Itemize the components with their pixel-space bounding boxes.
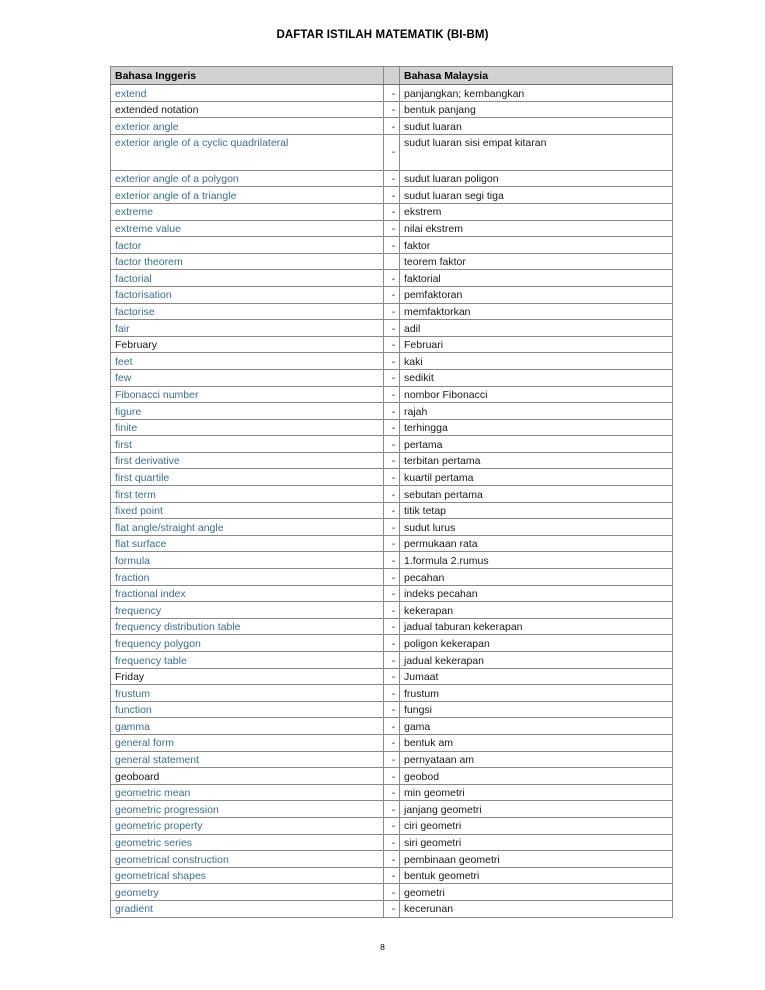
term-english: extreme value bbox=[111, 220, 384, 237]
term-malay: terhingga bbox=[400, 419, 673, 436]
term-malay: titik tetap bbox=[400, 502, 673, 519]
term-english: fraction bbox=[111, 569, 384, 586]
term-english: frequency table bbox=[111, 652, 384, 669]
term-english: fractional index bbox=[111, 585, 384, 602]
table-row bbox=[111, 170, 673, 187]
term-separator: - bbox=[384, 602, 400, 619]
term-malay: kecerunan bbox=[400, 900, 673, 917]
table-row bbox=[111, 569, 673, 586]
table-row bbox=[111, 320, 673, 337]
term-malay: pecahan bbox=[400, 569, 673, 586]
table-row bbox=[111, 353, 673, 370]
term-malay: pembinaan geometri bbox=[400, 851, 673, 868]
term-english: factorial bbox=[111, 270, 384, 287]
term-malay: nombor Fibonacci bbox=[400, 386, 673, 403]
term-english: extreme bbox=[111, 203, 384, 220]
term-separator: - bbox=[384, 851, 400, 868]
table-row bbox=[111, 768, 673, 785]
table-row bbox=[111, 851, 673, 868]
term-separator: - bbox=[384, 486, 400, 503]
term-english: exterior angle of a cyclic quadrilateral bbox=[111, 134, 384, 170]
table-row bbox=[111, 751, 673, 768]
table-row bbox=[111, 452, 673, 469]
table-row bbox=[111, 502, 673, 519]
term-english: geometric series bbox=[111, 834, 384, 851]
term-english: frequency distribution table bbox=[111, 618, 384, 635]
term-separator: - bbox=[384, 237, 400, 254]
table-row bbox=[111, 900, 673, 917]
term-separator: - bbox=[384, 118, 400, 135]
term-english: feet bbox=[111, 353, 384, 370]
table-row bbox=[111, 552, 673, 569]
term-english: exterior angle of a polygon bbox=[111, 170, 384, 187]
term-malay: bentuk panjang bbox=[400, 101, 673, 118]
term-separator: - bbox=[384, 369, 400, 386]
table-row bbox=[111, 118, 673, 135]
table-row bbox=[111, 134, 673, 170]
term-english: few bbox=[111, 369, 384, 386]
page-number: 8 bbox=[380, 942, 385, 952]
term-separator: - bbox=[384, 502, 400, 519]
term-english: first bbox=[111, 436, 384, 453]
term-malay: frustum bbox=[400, 685, 673, 702]
term-separator: - bbox=[384, 419, 400, 436]
term-malay: geometri bbox=[400, 884, 673, 901]
term-malay: siri geometri bbox=[400, 834, 673, 851]
table-row bbox=[111, 220, 673, 237]
term-malay: pemfaktoran bbox=[400, 286, 673, 303]
term-separator: - bbox=[384, 867, 400, 884]
term-english: geometrical construction bbox=[111, 851, 384, 868]
term-separator: - bbox=[384, 552, 400, 569]
term-separator: - bbox=[384, 353, 400, 370]
term-english: frequency polygon bbox=[111, 635, 384, 652]
term-separator: - bbox=[384, 718, 400, 735]
term-separator: - bbox=[384, 403, 400, 420]
table-row bbox=[111, 635, 673, 652]
table-row bbox=[111, 884, 673, 901]
term-malay: fungsi bbox=[400, 701, 673, 718]
term-english: gradient bbox=[111, 900, 384, 917]
term-english: first quartile bbox=[111, 469, 384, 486]
term-separator: - bbox=[384, 535, 400, 552]
table-row bbox=[111, 336, 673, 353]
term-malay: jadual kekerapan bbox=[400, 652, 673, 669]
term-separator: - bbox=[384, 884, 400, 901]
table-row bbox=[111, 602, 673, 619]
table-row bbox=[111, 369, 673, 386]
table-header-row bbox=[111, 67, 673, 85]
term-malay: janjang geometri bbox=[400, 801, 673, 818]
term-english: finite bbox=[111, 419, 384, 436]
term-separator: - bbox=[384, 569, 400, 586]
table-row bbox=[111, 486, 673, 503]
term-separator bbox=[384, 253, 400, 270]
term-english: February bbox=[111, 336, 384, 353]
table-row bbox=[111, 436, 673, 453]
table-row bbox=[111, 618, 673, 635]
term-english: factorise bbox=[111, 303, 384, 320]
term-english: formula bbox=[111, 552, 384, 569]
table-header bbox=[111, 67, 673, 85]
term-separator: - bbox=[384, 784, 400, 801]
term-malay: sudut luaran segi tiga bbox=[400, 187, 673, 204]
column-header-separator bbox=[384, 67, 400, 85]
term-malay: adil bbox=[400, 320, 673, 337]
table-row bbox=[111, 519, 673, 536]
term-english: Friday bbox=[111, 668, 384, 685]
table-row bbox=[111, 585, 673, 602]
term-separator: - bbox=[384, 336, 400, 353]
term-separator: - bbox=[384, 187, 400, 204]
term-separator: - bbox=[384, 170, 400, 187]
term-english: general statement bbox=[111, 751, 384, 768]
term-malay: poligon kekerapan bbox=[400, 635, 673, 652]
term-english: first term bbox=[111, 486, 384, 503]
term-malay: geobod bbox=[400, 768, 673, 785]
term-malay: permukaan rata bbox=[400, 535, 673, 552]
term-separator: - bbox=[384, 585, 400, 602]
term-separator: - bbox=[384, 436, 400, 453]
term-english: Fibonacci number bbox=[111, 386, 384, 403]
term-english: geometrical shapes bbox=[111, 867, 384, 884]
table-row bbox=[111, 784, 673, 801]
table-row bbox=[111, 701, 673, 718]
term-malay: Jumaat bbox=[400, 668, 673, 685]
term-malay: min geometri bbox=[400, 784, 673, 801]
term-malay: jadual taburan kekerapan bbox=[400, 618, 673, 635]
table-row bbox=[111, 734, 673, 751]
term-malay: indeks pecahan bbox=[400, 585, 673, 602]
term-malay: kuartil pertama bbox=[400, 469, 673, 486]
term-separator: - bbox=[384, 220, 400, 237]
table-body bbox=[111, 85, 673, 918]
term-english: extended notation bbox=[111, 101, 384, 118]
table-row bbox=[111, 85, 673, 102]
term-english: factorisation bbox=[111, 286, 384, 303]
term-malay: ciri geometri bbox=[400, 817, 673, 834]
term-separator: - bbox=[384, 685, 400, 702]
term-english: flat surface bbox=[111, 535, 384, 552]
term-malay: sudut luaran poligon bbox=[400, 170, 673, 187]
table-row bbox=[111, 386, 673, 403]
term-malay: sudut luaran sisi empat kitaran bbox=[400, 134, 673, 170]
term-separator: - bbox=[384, 768, 400, 785]
term-malay: nilai ekstrem bbox=[400, 220, 673, 237]
column-header-malay: Bahasa Malaysia bbox=[400, 67, 673, 85]
term-separator: - bbox=[384, 834, 400, 851]
table-row bbox=[111, 652, 673, 669]
term-separator: - bbox=[384, 101, 400, 118]
table-row bbox=[111, 270, 673, 287]
table-row bbox=[111, 203, 673, 220]
term-separator: - bbox=[384, 386, 400, 403]
term-english: figure bbox=[111, 403, 384, 420]
term-separator: - bbox=[384, 270, 400, 287]
term-malay: Februari bbox=[400, 336, 673, 353]
term-malay: kaki bbox=[400, 353, 673, 370]
table-row bbox=[111, 801, 673, 818]
term-malay: rajah bbox=[400, 403, 673, 420]
term-malay: memfaktorkan bbox=[400, 303, 673, 320]
term-english: factor bbox=[111, 237, 384, 254]
term-english: geometric progression bbox=[111, 801, 384, 818]
term-separator: - bbox=[384, 751, 400, 768]
term-malay: pertama bbox=[400, 436, 673, 453]
table-row bbox=[111, 237, 673, 254]
glossary-table bbox=[110, 66, 673, 918]
term-malay: pernyataan am bbox=[400, 751, 673, 768]
table-row bbox=[111, 535, 673, 552]
term-malay: bentuk geometri bbox=[400, 867, 673, 884]
term-separator: - bbox=[384, 469, 400, 486]
table-row bbox=[111, 867, 673, 884]
term-english: frustum bbox=[111, 685, 384, 702]
term-separator: - bbox=[384, 134, 400, 170]
term-malay: 1.formula 2.rumus bbox=[400, 552, 673, 569]
page-title: DAFTAR ISTILAH MATEMATIK (BI-BM) bbox=[276, 29, 489, 41]
term-english: fair bbox=[111, 320, 384, 337]
term-english: geometric property bbox=[111, 817, 384, 834]
table-row bbox=[111, 403, 673, 420]
term-english: exterior angle bbox=[111, 118, 384, 135]
term-separator: - bbox=[384, 817, 400, 834]
term-separator: - bbox=[384, 203, 400, 220]
term-english: exterior angle of a triangle bbox=[111, 187, 384, 204]
term-malay: sudut lurus bbox=[400, 519, 673, 536]
table-row bbox=[111, 817, 673, 834]
term-malay: panjangkan; kembangkan bbox=[400, 85, 673, 102]
term-english: geometric mean bbox=[111, 784, 384, 801]
term-malay: teorem faktor bbox=[400, 253, 673, 270]
term-english: frequency bbox=[111, 602, 384, 619]
term-english: factor theorem bbox=[111, 253, 384, 270]
term-english: gamma bbox=[111, 718, 384, 735]
term-english: extend bbox=[111, 85, 384, 102]
term-separator: - bbox=[384, 452, 400, 469]
term-separator: - bbox=[384, 900, 400, 917]
table-row bbox=[111, 834, 673, 851]
table-row bbox=[111, 685, 673, 702]
term-separator: - bbox=[384, 618, 400, 635]
term-malay: sebutan pertama bbox=[400, 486, 673, 503]
term-separator: - bbox=[384, 286, 400, 303]
table-row bbox=[111, 668, 673, 685]
term-separator: - bbox=[384, 652, 400, 669]
term-malay: sedikit bbox=[400, 369, 673, 386]
table-row bbox=[111, 187, 673, 204]
table-row bbox=[111, 419, 673, 436]
term-english: first derivative bbox=[111, 452, 384, 469]
term-separator: - bbox=[384, 320, 400, 337]
term-separator: - bbox=[384, 801, 400, 818]
table-row bbox=[111, 469, 673, 486]
term-english: general form bbox=[111, 734, 384, 751]
term-malay: faktor bbox=[400, 237, 673, 254]
term-separator: - bbox=[384, 85, 400, 102]
term-english: function bbox=[111, 701, 384, 718]
term-separator: - bbox=[384, 635, 400, 652]
term-separator: - bbox=[384, 519, 400, 536]
term-malay: faktorial bbox=[400, 270, 673, 287]
glossary-table-container bbox=[110, 66, 672, 918]
table-row bbox=[111, 303, 673, 320]
term-malay: bentuk am bbox=[400, 734, 673, 751]
term-english: geoboard bbox=[111, 768, 384, 785]
term-malay: gama bbox=[400, 718, 673, 735]
table-row bbox=[111, 286, 673, 303]
column-header-english: Bahasa Inggeris bbox=[111, 67, 384, 85]
table-row bbox=[111, 101, 673, 118]
term-separator: - bbox=[384, 303, 400, 320]
term-english: fixed point bbox=[111, 502, 384, 519]
term-malay: ekstrem bbox=[400, 203, 673, 220]
term-separator: - bbox=[384, 734, 400, 751]
term-english: geometry bbox=[111, 884, 384, 901]
term-malay: terbitan pertama bbox=[400, 452, 673, 469]
term-malay: sudut luaran bbox=[400, 118, 673, 135]
table-row bbox=[111, 718, 673, 735]
term-separator: - bbox=[384, 701, 400, 718]
term-english: flat angle/straight angle bbox=[111, 519, 384, 536]
term-separator: - bbox=[384, 668, 400, 685]
term-malay: kekerapan bbox=[400, 602, 673, 619]
table-row bbox=[111, 253, 673, 270]
